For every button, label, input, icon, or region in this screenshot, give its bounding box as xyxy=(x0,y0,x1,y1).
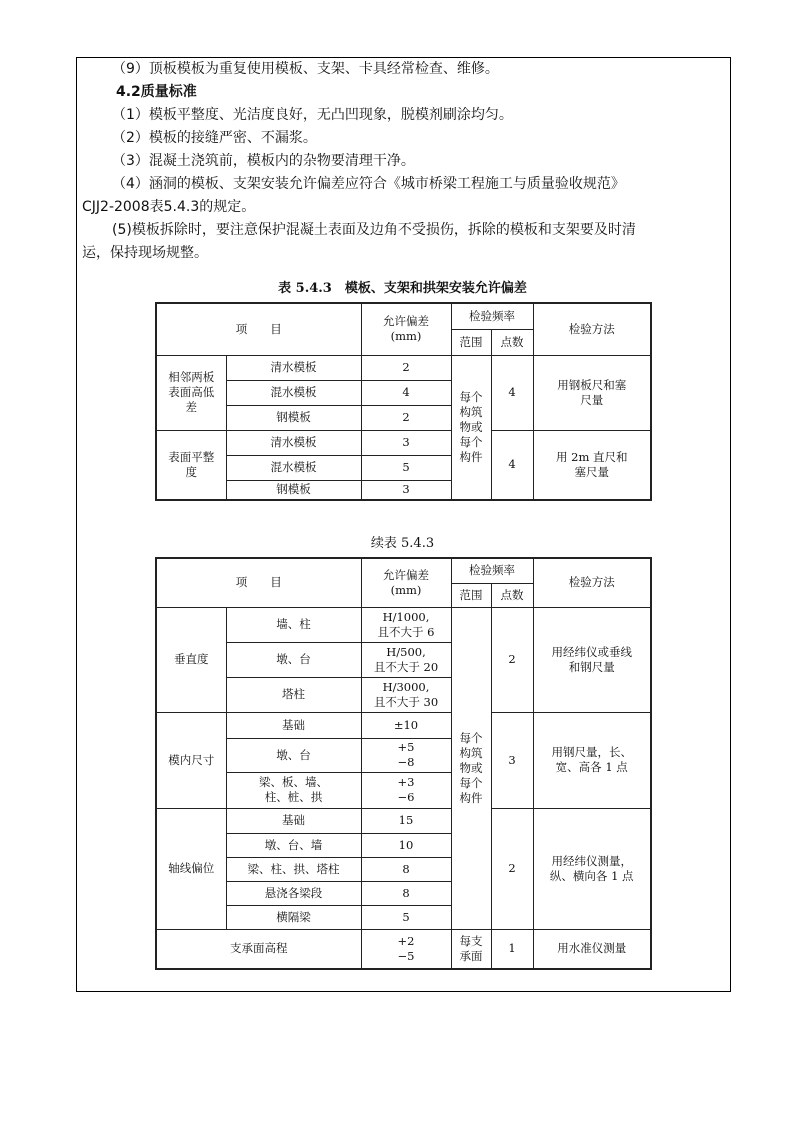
t2-row-name: 基础 xyxy=(226,712,361,738)
section-heading-4-2: 4.2质量标准 xyxy=(116,84,197,100)
t2-row-name: 墩、台 xyxy=(226,738,361,772)
t2-name-line: 柱、桩、拱 xyxy=(264,790,323,804)
table2 xyxy=(155,557,652,970)
t1-row-tol: 2 xyxy=(361,405,451,430)
t1-row-name: 混水模板 xyxy=(226,455,361,480)
t2-row-name: 墩、台 xyxy=(226,642,361,677)
t2-row-name: 梁、柱、拱、塔柱 xyxy=(226,857,361,881)
t1-head-freq: 检验频率 xyxy=(451,303,533,329)
table1 xyxy=(155,302,652,501)
t2-tol-line: 且不大于 20 xyxy=(373,659,439,674)
t1-points-2: 4 xyxy=(491,430,533,500)
t2-head-freq: 检验频率 xyxy=(451,558,533,583)
quality-item-1: （1）模板平整度、光洁度良好，无凸凹现象，脱模剂刷涂均匀。 xyxy=(112,107,513,123)
t2-tol-line: +5 xyxy=(397,740,415,754)
t2-row-tol xyxy=(361,677,451,712)
t2-name-line: 梁、板、墙、 xyxy=(259,775,328,789)
t2-points-axis: 2 xyxy=(491,808,533,929)
t1-head-tol xyxy=(361,303,451,355)
quality-item-4-line2: CJJ2-2008表5.4.3的规定。 xyxy=(82,199,256,215)
table2-caption: 续表 5.4.3 xyxy=(370,536,435,551)
t2-tol-line: −6 xyxy=(397,790,415,804)
t2-points-support: 1 xyxy=(491,929,533,969)
t1-method-1: 用钢板尺和塞尺量 xyxy=(533,355,651,430)
t2-row-name: 基础 xyxy=(226,808,361,833)
t1-head-tol-label: 允许偏差 xyxy=(383,314,429,329)
t2-row-name: 墩、台、墙 xyxy=(226,833,361,857)
t2-row-tol: 10 xyxy=(361,833,451,857)
t2-tol-line: −5 xyxy=(397,948,415,963)
t1-head-tol-unit: (mm) xyxy=(390,329,422,344)
t2-row-name: 横隔梁 xyxy=(226,905,361,929)
t1-row-tol: 2 xyxy=(361,355,451,380)
t2-head-item: 项 目 xyxy=(156,558,361,607)
t2-tol-line: 且不大于 30 xyxy=(373,694,439,709)
t1-range: 每个构筑物或每个构件 xyxy=(451,355,491,500)
t1-head-points: 点数 xyxy=(491,329,533,355)
t1-head-range: 范围 xyxy=(451,329,491,355)
t2-points-vert: 2 xyxy=(491,607,533,712)
t2-method-vert: 用经纬仪或垂线和钢尺量 xyxy=(533,607,651,712)
t2-row-name: 塔柱 xyxy=(226,677,361,712)
t1-row-name: 清水模板 xyxy=(226,355,361,380)
t2-tol-line: 且不大于 6 xyxy=(377,624,435,639)
quality-item-5-line2: 运，保持现场规整。 xyxy=(82,245,208,261)
t1-row-tol: 3 xyxy=(361,430,451,455)
t1-group-height-diff: 相邻两板表面高低差 xyxy=(156,355,226,430)
t2-head-method: 检验方法 xyxy=(533,558,651,607)
quality-item-2: （2）模板的接缝严密、不漏浆。 xyxy=(112,130,317,146)
t2-row-tol: 8 xyxy=(361,881,451,905)
t2-head-points: 点数 xyxy=(491,583,533,607)
t1-row-tol: 4 xyxy=(361,380,451,405)
t1-group-flatness: 表面平整度 xyxy=(156,430,226,500)
t2-row-name: 悬浇各梁段 xyxy=(226,881,361,905)
t2-row-tol: 15 xyxy=(361,808,451,833)
t2-method-axis: 用经纬仪测量，纵、横向各 1 点 xyxy=(533,808,651,929)
t2-row-tol: 5 xyxy=(361,905,451,929)
t2-row-name xyxy=(226,772,361,808)
t2-group-axis-offset: 轴线偏位 xyxy=(156,808,226,929)
t1-row-name: 钢模板 xyxy=(226,480,361,500)
t2-tol-line: −8 xyxy=(397,755,415,769)
t1-method-2: 用 2m 直尺和塞尺量 xyxy=(533,430,651,500)
t1-row-tol: 5 xyxy=(361,455,451,480)
t2-row-tol xyxy=(361,642,451,677)
table1-caption: 表 5.4.3 模板、支架和拱架安装允许偏差 xyxy=(278,281,527,296)
t1-points-1: 4 xyxy=(491,355,533,430)
t2-support-tol xyxy=(361,929,451,969)
t2-row-name: 墙、柱 xyxy=(226,607,361,642)
t2-row-tol xyxy=(361,607,451,642)
t2-head-tol-unit: (mm) xyxy=(390,582,422,597)
t2-method-size: 用钢尺量，长、宽、高各 1 点 xyxy=(533,712,651,808)
t2-tol-line: H/500, xyxy=(386,644,426,659)
quality-item-4-line1: （4）涵洞的模板、支架安装允许偏差应符合《城市桥梁工程施工与质量验收规范》 xyxy=(112,176,625,192)
t2-points-size: 3 xyxy=(491,712,533,808)
t2-method-support: 用水准仪测量 xyxy=(533,929,651,969)
t2-head-tol xyxy=(361,558,451,607)
t1-row-name: 混水模板 xyxy=(226,380,361,405)
t1-row-name: 钢模板 xyxy=(226,405,361,430)
t1-row-name: 清水模板 xyxy=(226,430,361,455)
t2-tol-line: +3 xyxy=(397,775,415,789)
t2-row-tol: ±10 xyxy=(361,712,451,738)
t2-row-tol xyxy=(361,772,451,808)
t1-head-item: 项 目 xyxy=(156,303,361,355)
para-9: （9）顶板模板为重复使用模板、支架、卡具经常检查、维修。 xyxy=(112,61,499,77)
t2-head-range: 范围 xyxy=(451,583,491,607)
t2-row-tol xyxy=(361,738,451,772)
t2-group-verticality: 垂直度 xyxy=(156,607,226,712)
quality-item-3: （3）混凝土浇筑前，模板内的杂物要清理干净。 xyxy=(112,153,415,169)
t1-head-method: 检验方法 xyxy=(533,303,651,355)
t2-range-main: 每个构筑物或每个构件 xyxy=(451,607,491,929)
t2-support-elevation: 支承面高程 xyxy=(156,929,361,969)
t2-head-tol-label: 允许偏差 xyxy=(383,567,429,582)
t2-tol-line: H/1000, xyxy=(382,609,430,624)
quality-item-5-line1: (5)模板拆除时，要注意保护混凝土表面及边角不受损伤，拆除的模板和支架要及时清 xyxy=(112,222,636,238)
t1-row-tol: 3 xyxy=(361,480,451,500)
t2-group-mold-size: 模内尺寸 xyxy=(156,712,226,808)
t2-range-support: 每支承面 xyxy=(451,929,491,969)
t2-row-tol: 8 xyxy=(361,857,451,881)
t2-tol-line: H/3000, xyxy=(382,679,430,694)
t2-tol-line: +2 xyxy=(397,933,415,948)
